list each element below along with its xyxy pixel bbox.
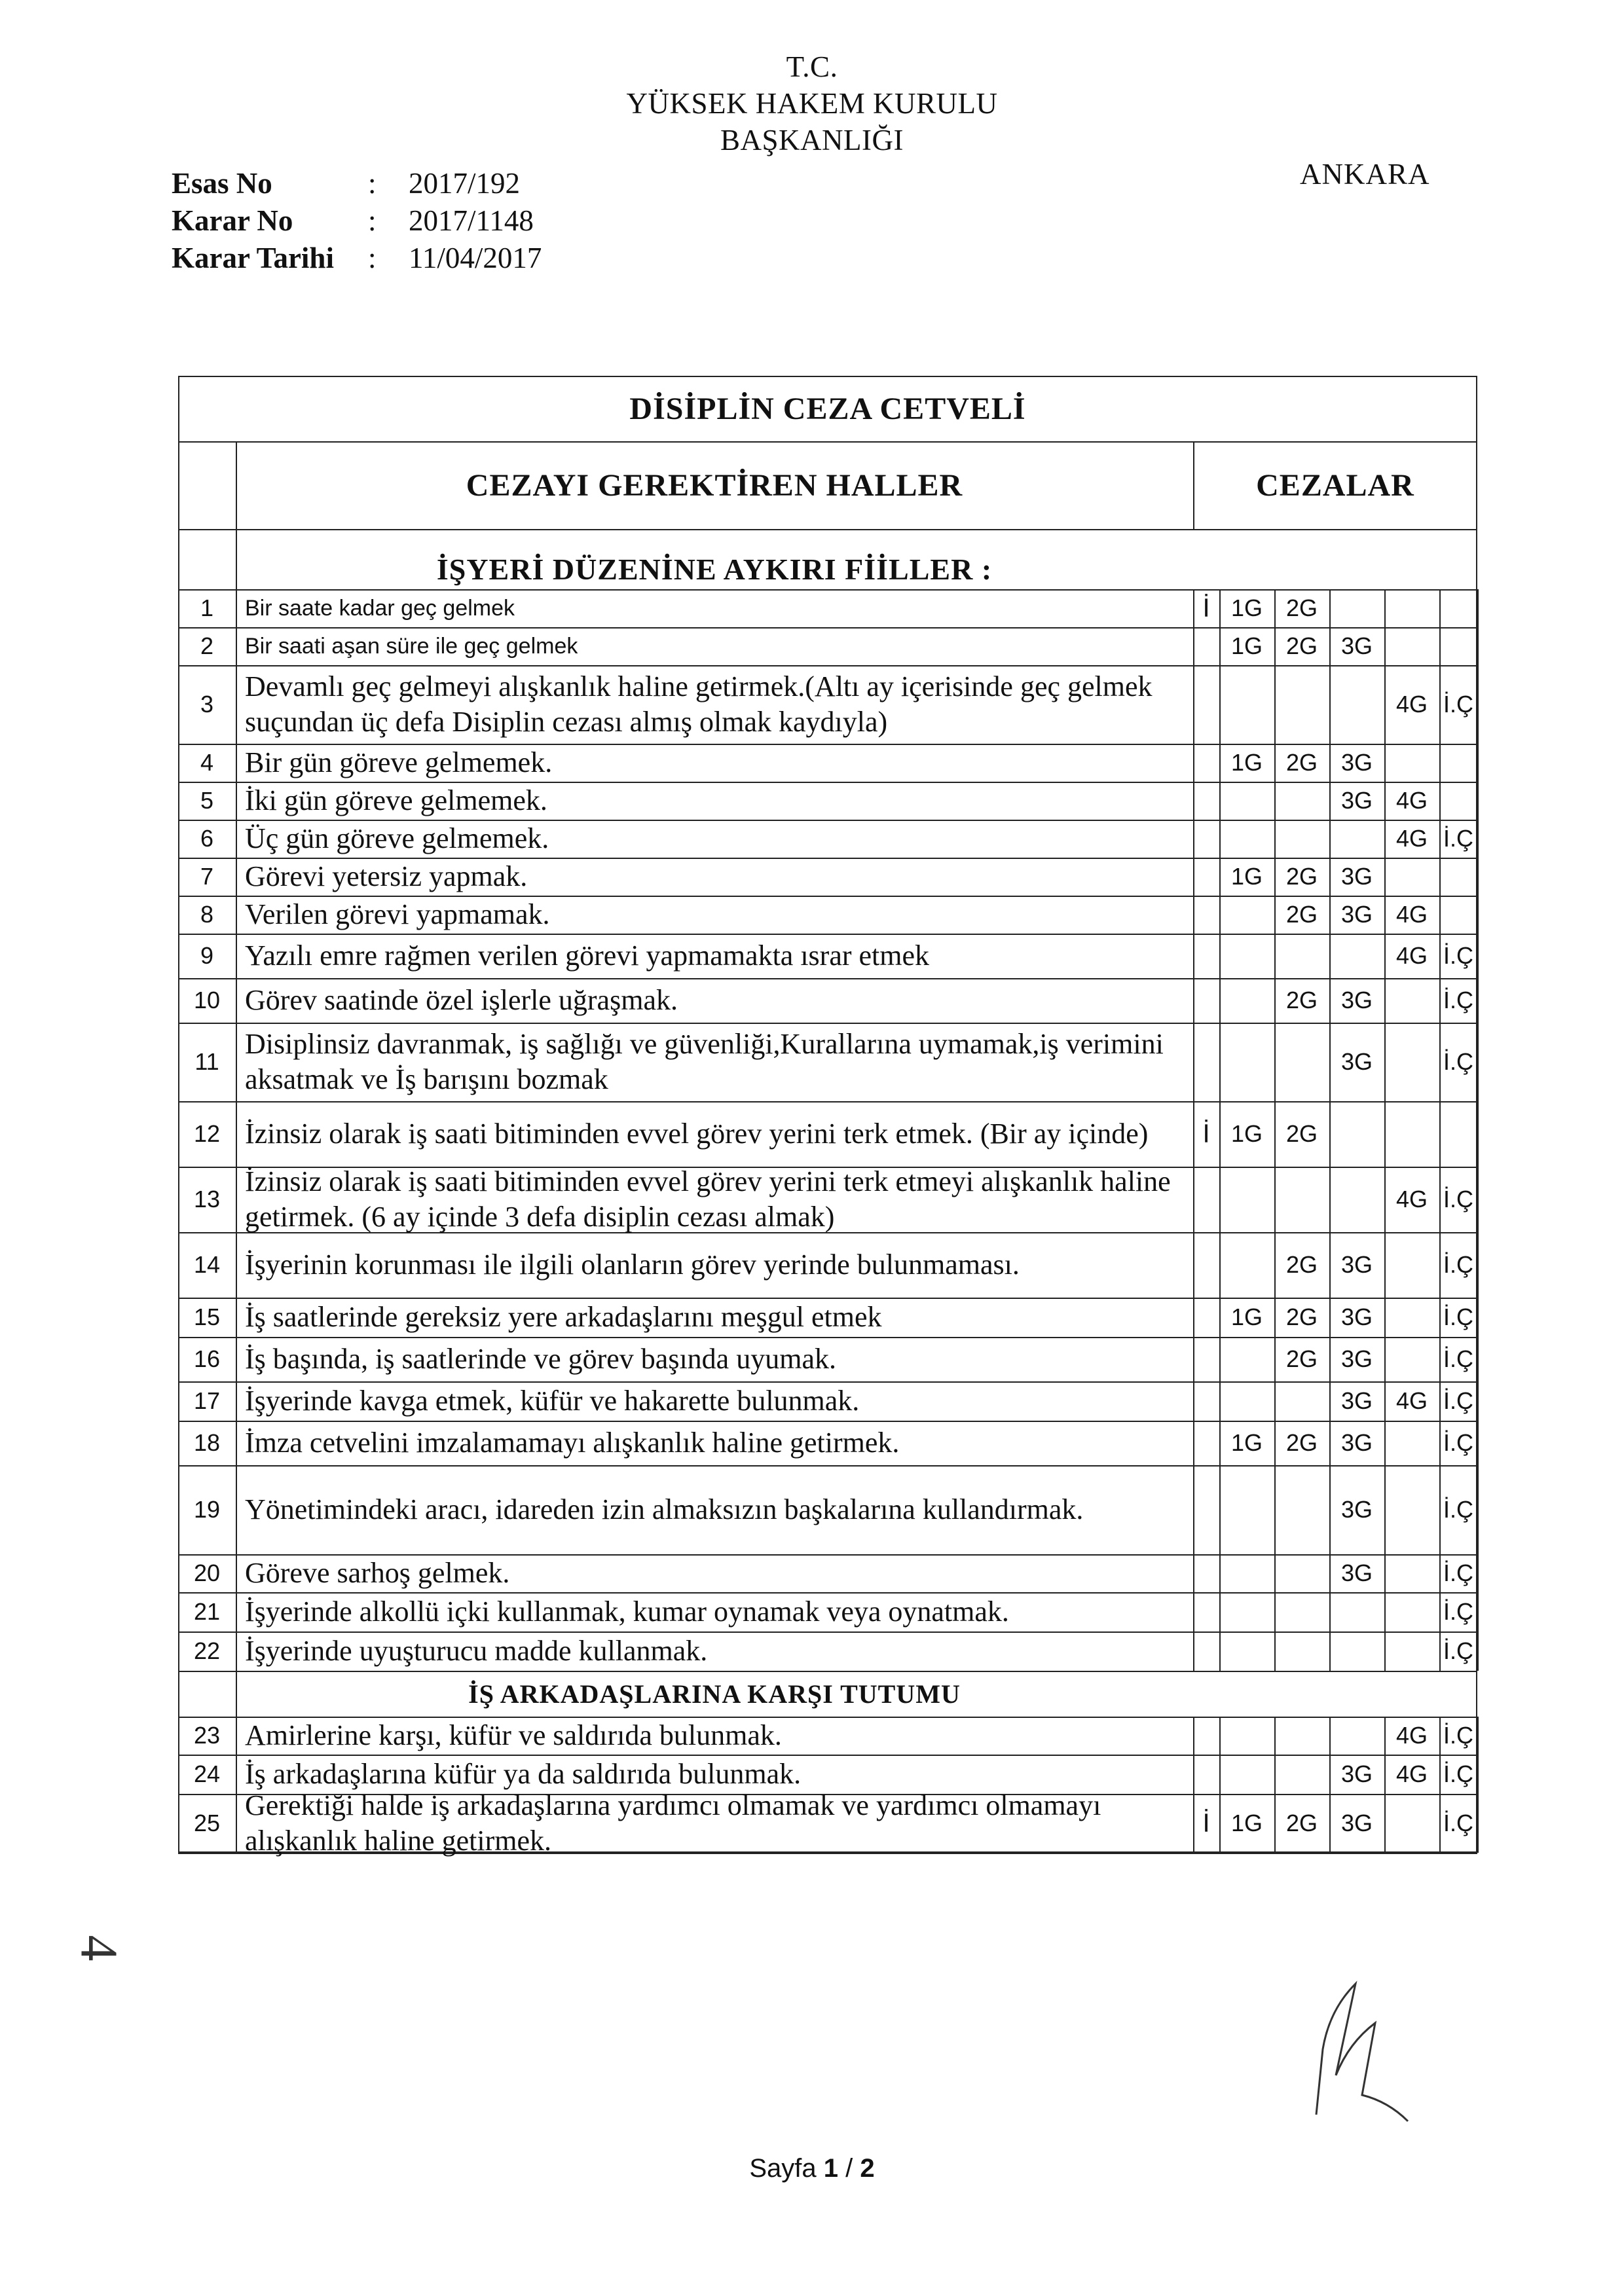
table-rule — [1384, 1023, 1386, 1101]
table-rule — [1477, 934, 1479, 978]
table-rule — [1274, 1554, 1276, 1592]
penalty-cell: 2G — [1285, 863, 1318, 890]
table-rule — [1477, 858, 1479, 896]
table-rule — [1219, 1592, 1221, 1631]
table-rule — [1329, 1631, 1331, 1671]
row-text: Devamlı geç gelmeyi alışkanlık haline getirmek.(Altı ay içerisinde geç gelmek suçundan üç defa Disiplin cezası almış olmak kaydıyla) — [245, 670, 1153, 738]
penalty-cell: 3G — [1340, 901, 1373, 928]
penalty-cell: 1G — [1230, 749, 1263, 776]
header — [0, 48, 1624, 158]
table-rule — [1384, 744, 1386, 782]
table-rule — [1193, 1631, 1194, 1671]
table-rule — [1219, 820, 1221, 858]
penalty-cell: İ — [1202, 1808, 1210, 1838]
penalty-cell: 3G — [1340, 1760, 1373, 1787]
row-number: 22 — [193, 1637, 221, 1664]
row-number: 7 — [200, 863, 214, 890]
table-rule — [1477, 1755, 1479, 1794]
penalty-cell: 3G — [1340, 1048, 1373, 1075]
table-rule — [1274, 1381, 1276, 1421]
table-rule — [1329, 1592, 1331, 1631]
table-rule — [1193, 896, 1194, 934]
row-number: 2 — [200, 632, 214, 659]
table-rule — [1477, 1421, 1479, 1465]
row-text: Disiplinsiz davranmak, iş sağlığı ve güvenliği,Kurallarına uymamak,iş verimini aksatmak ve İş barışını bozmak — [245, 1028, 1164, 1095]
penalty-cell: 3G — [1340, 1810, 1373, 1836]
table-rule — [1477, 744, 1479, 782]
table-rule — [1477, 1337, 1479, 1381]
table-rule — [1274, 1631, 1276, 1671]
table-rule — [1193, 1023, 1194, 1101]
header-office: BAŞKANLIĞI — [720, 124, 904, 156]
penalty-cell: 2G — [1285, 594, 1318, 621]
penalty-cell: İ.Ç — [1443, 1559, 1473, 1586]
row-text: İş saatlerinde gereksiz yere arkadaşlarını meşgul etmek — [245, 1301, 882, 1333]
table-rule — [1193, 627, 1194, 665]
table-rule — [1477, 1554, 1479, 1592]
table-rule — [1439, 744, 1441, 782]
row-text: İşyerinde alkollü içki kullanmak, kumar oynamak veya oynatmak. — [245, 1595, 1009, 1628]
header-city: ANKARA — [1300, 158, 1430, 191]
row-number: 3 — [200, 691, 214, 718]
table-rule — [1384, 1421, 1386, 1465]
penalty-cell: 1G — [1230, 1120, 1263, 1147]
row-number: 8 — [200, 901, 214, 928]
penalty-cell: 2G — [1285, 749, 1318, 776]
table-rule — [1477, 1631, 1479, 1671]
table-rule — [1439, 589, 1441, 627]
penalty-cell: 3G — [1340, 1387, 1373, 1414]
penalty-cell: 4G — [1395, 1760, 1428, 1787]
table-rule — [1477, 978, 1479, 1023]
row-text: Yazılı emre rağmen verilen görevi yapmamakta ısrar etmek — [245, 939, 930, 972]
penalty-cell: İ.Ç — [1443, 1722, 1473, 1749]
row-text: İş başında, iş saatlerinde ve görev başında uyumak. — [245, 1343, 836, 1375]
penalty-cell: 4G — [1395, 691, 1428, 718]
row-number: 17 — [193, 1387, 221, 1414]
table-rule — [1193, 1298, 1194, 1337]
row-text: Bir gün göreve gelmemek. — [245, 746, 553, 778]
table-rule — [1384, 1794, 1386, 1853]
meta-sep: : — [368, 167, 377, 200]
meta-sep: : — [368, 204, 377, 237]
table-rule — [1193, 441, 1194, 529]
penalty-cell: 1G — [1230, 1810, 1263, 1836]
table-rule — [1274, 1592, 1276, 1631]
table-rule — [1439, 1101, 1441, 1167]
row-text: Verilen görevi yapmamak. — [245, 898, 550, 930]
table-rule — [1439, 896, 1441, 934]
table-rule — [1477, 1232, 1479, 1298]
column-header-haller: CEZAYI GEREKTİREN HALLER — [466, 467, 963, 503]
meta-label: Karar No — [172, 204, 293, 237]
penalty-cell: İ.Ç — [1443, 1303, 1473, 1330]
page-footer — [0, 2154, 1624, 2183]
table-rule — [1193, 744, 1194, 782]
table-rule — [1477, 1101, 1479, 1167]
table-rule — [1219, 1381, 1221, 1421]
penalty-cell: İ.Ç — [1443, 1637, 1473, 1664]
row-number: 23 — [193, 1722, 221, 1749]
row-text: İşyerinde uyuşturucu madde kullanmak. — [245, 1635, 708, 1667]
penalty-cell: 2G — [1285, 1120, 1318, 1147]
table-rule — [1384, 978, 1386, 1023]
table-rule — [1219, 1023, 1221, 1101]
meta-sep: : — [368, 242, 377, 274]
table-rule — [1219, 665, 1221, 744]
table-rule — [1193, 1167, 1194, 1232]
table-rule — [1193, 858, 1194, 896]
penalty-cell: 4G — [1395, 825, 1428, 852]
table-rule — [1477, 782, 1479, 820]
table-rule — [1384, 1101, 1386, 1167]
table-rule — [1477, 589, 1479, 627]
table-rule — [1384, 1554, 1386, 1592]
penalty-cell: 4G — [1395, 787, 1428, 814]
table-rule — [1384, 858, 1386, 896]
penalty-cell: 3G — [1340, 1429, 1373, 1456]
table-rule — [1274, 665, 1276, 744]
penalty-cell: 3G — [1340, 863, 1373, 890]
penalty-cell: 3G — [1340, 1559, 1373, 1586]
table-rule — [1477, 1592, 1479, 1631]
table-rule — [1274, 820, 1276, 858]
row-text: İki gün göreve gelmemek. — [245, 784, 547, 816]
row-number: 20 — [193, 1559, 221, 1586]
penalty-cell: 2G — [1285, 987, 1318, 1013]
table-rule — [1219, 1755, 1221, 1794]
table-rule — [1329, 934, 1331, 978]
penalty-cell: 3G — [1340, 632, 1373, 659]
footer-page-total: 2 — [860, 2154, 875, 2183]
row-number: 18 — [193, 1429, 221, 1456]
table-rule — [1477, 820, 1479, 858]
table-rule — [1329, 1167, 1331, 1232]
table-rule — [1329, 1101, 1331, 1167]
case-meta — [172, 165, 542, 277]
table-rule — [1193, 934, 1194, 978]
row-number: 21 — [193, 1598, 221, 1625]
row-text: Amirlerine karşı, küfür ve saldırıda bulunmak. — [245, 1719, 782, 1751]
row-number: 12 — [193, 1120, 221, 1147]
table-rule — [1219, 934, 1221, 978]
penalty-cell: İ.Ç — [1443, 1598, 1473, 1625]
table-rule — [1193, 1755, 1194, 1794]
table-rule — [1384, 1465, 1386, 1554]
penalty-cell: İ.Ç — [1443, 825, 1473, 852]
table-rule — [1193, 1421, 1194, 1465]
penalty-cell: 3G — [1340, 1345, 1373, 1372]
row-text: Üç gün göreve gelmemek. — [245, 822, 549, 854]
table-rule — [1329, 589, 1331, 627]
penalty-cell: İ.Ç — [1443, 1186, 1473, 1212]
row-number: 19 — [193, 1496, 221, 1523]
table-rule — [1219, 1554, 1221, 1592]
row-number: 5 — [200, 787, 214, 814]
table-rule — [1439, 627, 1441, 665]
penalty-cell: 1G — [1230, 1429, 1263, 1456]
meta-row-esas — [172, 165, 542, 202]
penalty-cell: İ.Ç — [1443, 1345, 1473, 1372]
meta-label: Karar Tarihi — [172, 242, 334, 274]
table-rule — [1274, 1023, 1276, 1101]
table-rule — [1193, 1465, 1194, 1554]
penalty-cell: İ.Ç — [1443, 1810, 1473, 1836]
penalty-cell: 2G — [1285, 1429, 1318, 1456]
penalty-cell: 3G — [1340, 1496, 1373, 1523]
table-rule — [1274, 782, 1276, 820]
penalty-cell: 2G — [1285, 901, 1318, 928]
footer-page-number: 1 — [823, 2154, 839, 2183]
table-title: DİSİPLİN CEZA CETVELİ — [629, 391, 1026, 426]
table-rule — [1193, 978, 1194, 1023]
table-rule — [1384, 589, 1386, 627]
penalty-cell: İ — [1202, 593, 1210, 623]
table-rule — [1193, 1337, 1194, 1381]
row-text: İzinsiz olarak iş saati bitiminden evvel görev yerini terk etmek. (Bir ay içinde) — [245, 1118, 1149, 1150]
row-number: 6 — [200, 825, 214, 852]
footer-prefix: Sayfa — [749, 2154, 824, 2183]
meta-row-karar — [172, 202, 542, 240]
row-number: 13 — [193, 1186, 221, 1212]
table-rule — [1439, 782, 1441, 820]
table-rule — [1477, 1794, 1479, 1853]
section-title-workplace: İŞYERİ DÜZENİNE AYKIRI FİİLLER : — [436, 553, 993, 586]
table-rule — [1477, 1167, 1479, 1232]
table-rule — [1219, 896, 1221, 934]
table-rule — [1274, 1755, 1276, 1794]
table-rule — [1219, 1717, 1221, 1755]
row-text: İş arkadaşlarına küfür ya da saldırıda bulunmak. — [245, 1758, 802, 1790]
penalty-cell: İ — [1202, 1119, 1210, 1148]
table-rule — [1193, 782, 1194, 820]
row-text: İmza cetvelini imzalamamayı alışkanlık haline getirmek. — [245, 1427, 900, 1459]
table-rule — [1477, 1465, 1479, 1554]
footer-sep: / — [838, 2154, 860, 2183]
penalty-cell: İ.Ç — [1443, 691, 1473, 718]
penalty-cell: 1G — [1230, 863, 1263, 890]
penalty-cell: 4G — [1395, 1186, 1428, 1212]
table-rule — [1193, 1717, 1194, 1755]
row-number: 24 — [193, 1760, 221, 1787]
table-rule — [1274, 934, 1276, 978]
table-rule — [1274, 1167, 1276, 1232]
row-number: 25 — [193, 1810, 221, 1836]
row-text: Yönetimindeki aracı, idareden izin almaksızın başkalarına kullandırmak. — [245, 1493, 1084, 1525]
column-header-cezalar: CEZALAR — [1256, 467, 1414, 503]
penalty-cell: 4G — [1395, 942, 1428, 969]
penalty-cell: İ.Ç — [1443, 1496, 1473, 1523]
table-rule — [1439, 858, 1441, 896]
table-rule — [1384, 1232, 1386, 1298]
table-rule — [1219, 1167, 1221, 1232]
table-rule — [1219, 782, 1221, 820]
penalty-cell: 2G — [1285, 1810, 1318, 1836]
penalty-cell: 2G — [1285, 1303, 1318, 1330]
table-rule — [1193, 1232, 1194, 1298]
table-rule — [1477, 627, 1479, 665]
penalty-cell: 1G — [1230, 594, 1263, 621]
penalty-cell: 4G — [1395, 1722, 1428, 1749]
penalty-cell: 3G — [1340, 787, 1373, 814]
table-rule — [1384, 1592, 1386, 1631]
row-text: Görev saatinde özel işlerle uğraşmak. — [245, 984, 678, 1016]
table-rule — [1219, 1631, 1221, 1671]
row-number: 4 — [200, 749, 214, 776]
table-rule — [1329, 820, 1331, 858]
table-rule — [1219, 1465, 1221, 1554]
table-rule — [1193, 665, 1194, 744]
penalty-cell: 1G — [1230, 1303, 1263, 1330]
table-rule — [1477, 1298, 1479, 1337]
row-text: Göreve sarhoş gelmek. — [245, 1557, 510, 1589]
table-rule — [1193, 1381, 1194, 1421]
penalty-cell: 2G — [1285, 1345, 1318, 1372]
penalty-cell: 3G — [1340, 1251, 1373, 1278]
penalty-cell: İ.Ç — [1443, 1048, 1473, 1075]
meta-row-tarih — [172, 240, 542, 277]
row-number: 16 — [193, 1345, 221, 1372]
margin-mark: 4 — [69, 1935, 128, 1961]
table-rule — [1384, 1337, 1386, 1381]
meta-label: Esas No — [172, 167, 272, 200]
row-text: İşyerinde kavga etmek, küfür ve hakarette bulunmak. — [245, 1385, 860, 1417]
table-rule — [1384, 627, 1386, 665]
penalty-cell: 4G — [1395, 901, 1428, 928]
penalty-cell: 2G — [1285, 1251, 1318, 1278]
penalty-cell: 3G — [1340, 749, 1373, 776]
penalty-cell: 4G — [1395, 1387, 1428, 1414]
row-number: 11 — [194, 1048, 219, 1075]
table-rule — [1477, 1717, 1479, 1755]
table-rule — [1477, 1023, 1479, 1101]
table-rule — [1193, 820, 1194, 858]
table-rule — [1274, 1717, 1276, 1755]
row-number: 9 — [200, 942, 214, 969]
penalty-cell: İ.Ç — [1443, 1760, 1473, 1787]
penalty-cell: 1G — [1230, 632, 1263, 659]
table-rule — [1477, 665, 1479, 744]
row-number: 14 — [193, 1251, 221, 1278]
meta-value: 2017/192 — [409, 167, 521, 200]
row-text: Gerektiği halde iş arkadaşlarına yardımcı olmamak ve yardımcı olmamayı alışkanlık haline getirmek. — [245, 1789, 1101, 1857]
table-rule — [1477, 896, 1479, 934]
penalty-cell: İ.Ç — [1443, 942, 1473, 969]
penalty-cell: 2G — [1285, 632, 1318, 659]
row-text: Bir saati aşan süre ile geç gelmek — [245, 634, 578, 659]
penalty-cell: 3G — [1340, 987, 1373, 1013]
row-number: 10 — [193, 987, 221, 1013]
header-institution: YÜKSEK HAKEM KURULU — [626, 87, 998, 120]
table-rule — [1193, 1554, 1194, 1592]
penalty-cell: İ.Ç — [1443, 1429, 1473, 1456]
row-text: İzinsiz olarak iş saati bitiminden evvel görev yerini terk etmeyi alışkanlık haline getirmek. (6 ay içinde 3 defa disiplin cezası almak) — [245, 1165, 1171, 1233]
table-rule — [1477, 1381, 1479, 1421]
table-rule — [1329, 665, 1331, 744]
table-rule — [1219, 1337, 1221, 1381]
penalty-cell: 3G — [1340, 1303, 1373, 1330]
table-rule — [1274, 1465, 1276, 1554]
meta-value: 2017/1148 — [409, 204, 534, 237]
table-rule — [1384, 1298, 1386, 1337]
section-title-colleagues: İŞ ARKADAŞLARINA KARŞI TUTUMU — [468, 1679, 961, 1709]
header-line-tc: T.C. — [786, 50, 838, 83]
penalty-cell: İ.Ç — [1443, 1387, 1473, 1414]
table-rule — [1219, 978, 1221, 1023]
table-rule — [1219, 1232, 1221, 1298]
table-rule — [1193, 1592, 1194, 1631]
row-number: 15 — [193, 1303, 221, 1330]
row-text: Görevi yetersiz yapmak. — [245, 860, 528, 892]
row-number: 1 — [200, 594, 214, 621]
table-rule — [1329, 1717, 1331, 1755]
signature-scribble — [1277, 1944, 1447, 2141]
table-rule — [1384, 1631, 1386, 1671]
penalty-cell: İ.Ç — [1443, 1251, 1473, 1278]
row-text: İşyerinin korunması ile ilgili olanların görev yerinde bulunmaması. — [245, 1248, 1020, 1281]
row-text: Bir saate kadar geç gelmek — [245, 596, 515, 621]
penalty-cell: İ.Ç — [1443, 987, 1473, 1013]
meta-value: 11/04/2017 — [409, 242, 542, 274]
